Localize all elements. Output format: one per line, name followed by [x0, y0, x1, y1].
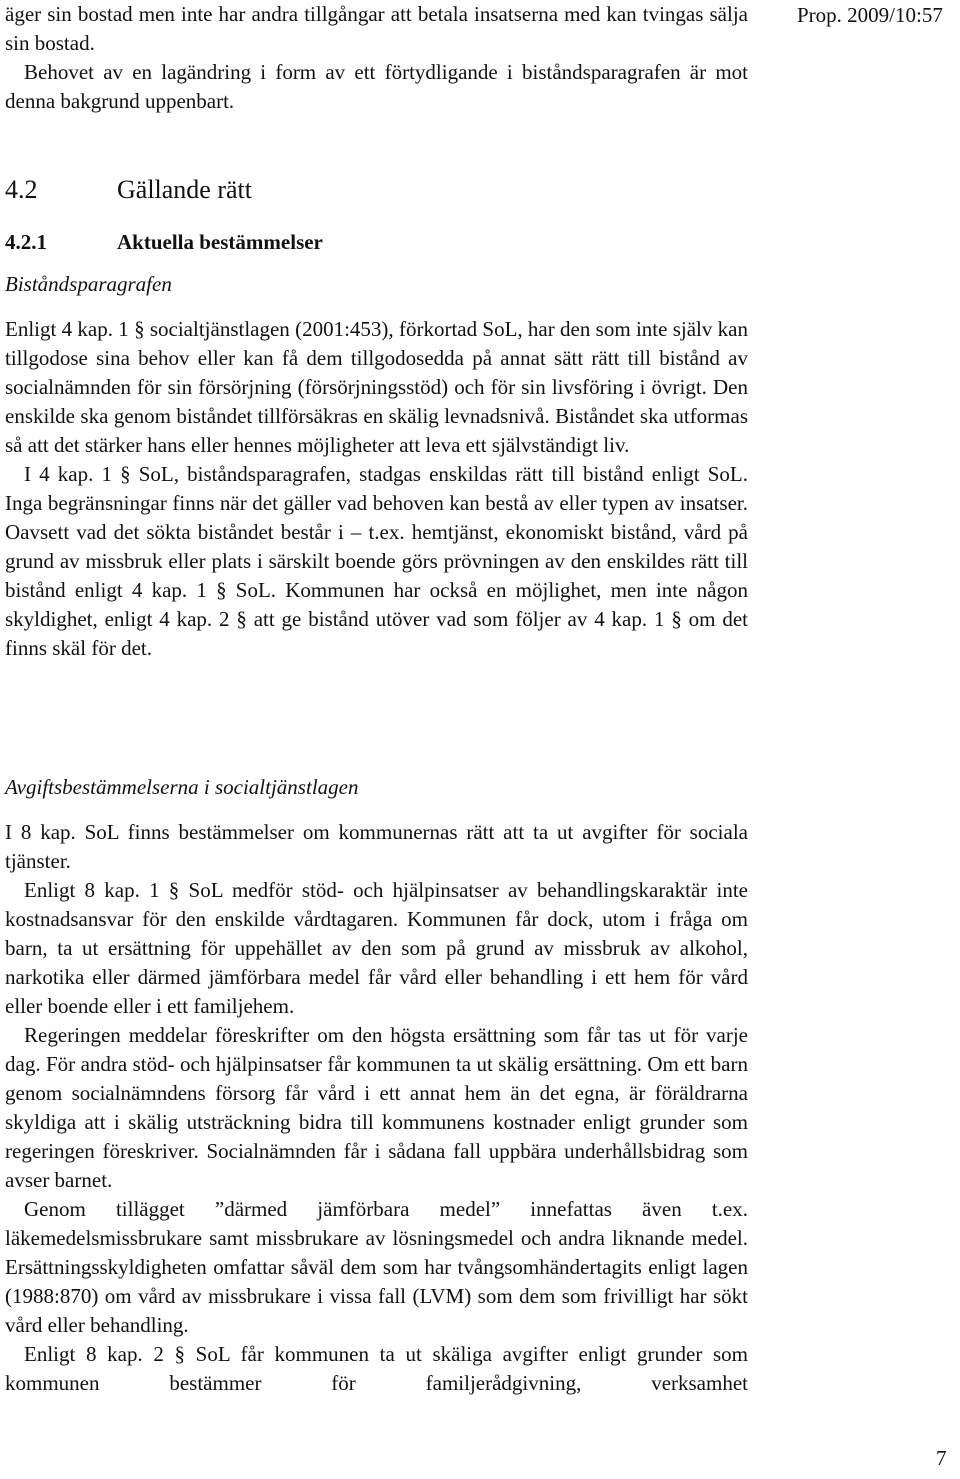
- body-paragraph: Enligt 8 kap. 1 § SoL medför stöd- och hjälpinsatser av behandlingskaraktär inte kostnadsansvar för den enskilde vårdtagaren. Kommunen får dock, utom i fråga om barn, ta ut ersättning för uppehället av den som på grund av missbruk av alkohol, narkotika eller därmed jämförbara medel får vård eller behandling i ett hem för vård eller boende eller i ett familjehem.: [5, 878, 748, 1018]
- section-heading: [5, 175, 252, 205]
- body-paragraph: Regeringen meddelar föreskrifter om den högsta ersättning som får tas ut för varje dag. För andra stöd- och hjälpinsatser får kommunen ta ut skälig ersättning. Om ett barn genom socialnämndens försorg får vård i ett annat hem än det egna, är föräldrarna skyldiga att i skälig utsträckning bidra till kommunens kostnader enligt grunder som regeringen föreskriver. Socialnämnden får i sådana fall uppbära underhållsbidrag som avser barnet.: [5, 1023, 748, 1192]
- bistand-block: [5, 315, 748, 663]
- document-reference: Prop. 2009/10:57: [797, 3, 943, 27]
- avgift-heading: Avgiftsbestämmelserna i socialtjänstlagen: [5, 775, 359, 799]
- bistand-heading: Biståndsparagrafen: [5, 272, 172, 296]
- avgift-block: [5, 818, 748, 1398]
- intro-paragraph: äger sin bostad men inte har andra tillgångar att betala insatserna med kan tvingas sälja sin bostad.: [5, 2, 748, 55]
- page-number: 7: [936, 1446, 947, 1470]
- intro-paragraph: Behovet av en lagändring i form av ett förtydligande i biståndsparagrafen är mot denna bakgrund uppenbart.: [5, 60, 748, 113]
- subsection-title: Aktuella bestämmelser: [117, 230, 323, 254]
- body-paragraph: I 8 kap. SoL finns bestämmelser om kommunernas rätt att ta ut avgifter för sociala tjänster.: [5, 820, 748, 873]
- subsection-number: 4.2.1: [5, 230, 47, 254]
- section-number: 4.2: [5, 175, 38, 204]
- section-title: Gällande rätt: [117, 175, 252, 204]
- intro-block: [5, 0, 748, 116]
- subsection-heading: [5, 228, 323, 256]
- body-paragraph: Enligt 4 kap. 1 § socialtjänstlagen (2001:453), förkortad SoL, har den som inte själv kan tillgodose sina behov eller kan få dem tillgodosedda på annat sätt rätt till bistånd av socialnämnden för sin försörjning (försörjningsstöd) och för sin livsföring i övrigt. Den enskilde ska genom biståndet tillförsäkras en skälig levnadsnivå. Biståndet ska utformas så att det stärker hans eller hennes möjligheter att leva ett självständigt liv.: [5, 317, 748, 457]
- body-paragraph: Enligt 8 kap. 2 § SoL får kommunen ta ut skäliga avgifter enligt grunder som kommunen bestämmer för familjerådgivning, verksamhet: [5, 1342, 748, 1395]
- body-paragraph: Genom tillägget ”därmed jämförbara medel” innefattas även t.ex. läkemedelsmissbrukare samt missbrukare av lösningsmedel och andra liknande medel. Ersättningsskyldigheten omfattar såväl dem som har tvångsomhändertagits enligt lagen (1988:870) om vård av missbrukare i vissa fall (LVM) som dem som frivilligt har sökt vård eller behandling.: [5, 1197, 748, 1337]
- body-paragraph: I 4 kap. 1 § SoL, biståndsparagrafen, stadgas enskildas rätt till bistånd enligt SoL. Inga begränsningar finns när det gäller vad behoven kan bestå av eller typen av insatser. Oavsett vad det sökta biståndet består i – t.ex. hemtjänst, ekonomiskt bistånd, vård på grund av missbruk eller plats i särskilt boende görs prövningen av den enskildes rätt till bistånd enligt 4 kap. 1 § SoL. Kommunen har också en möjlighet, men inte någon skyldighet, enligt 4 kap. 2 § att ge bistånd utöver vad som följer av 4 kap. 1 § om det finns skäl för det.: [5, 462, 748, 660]
